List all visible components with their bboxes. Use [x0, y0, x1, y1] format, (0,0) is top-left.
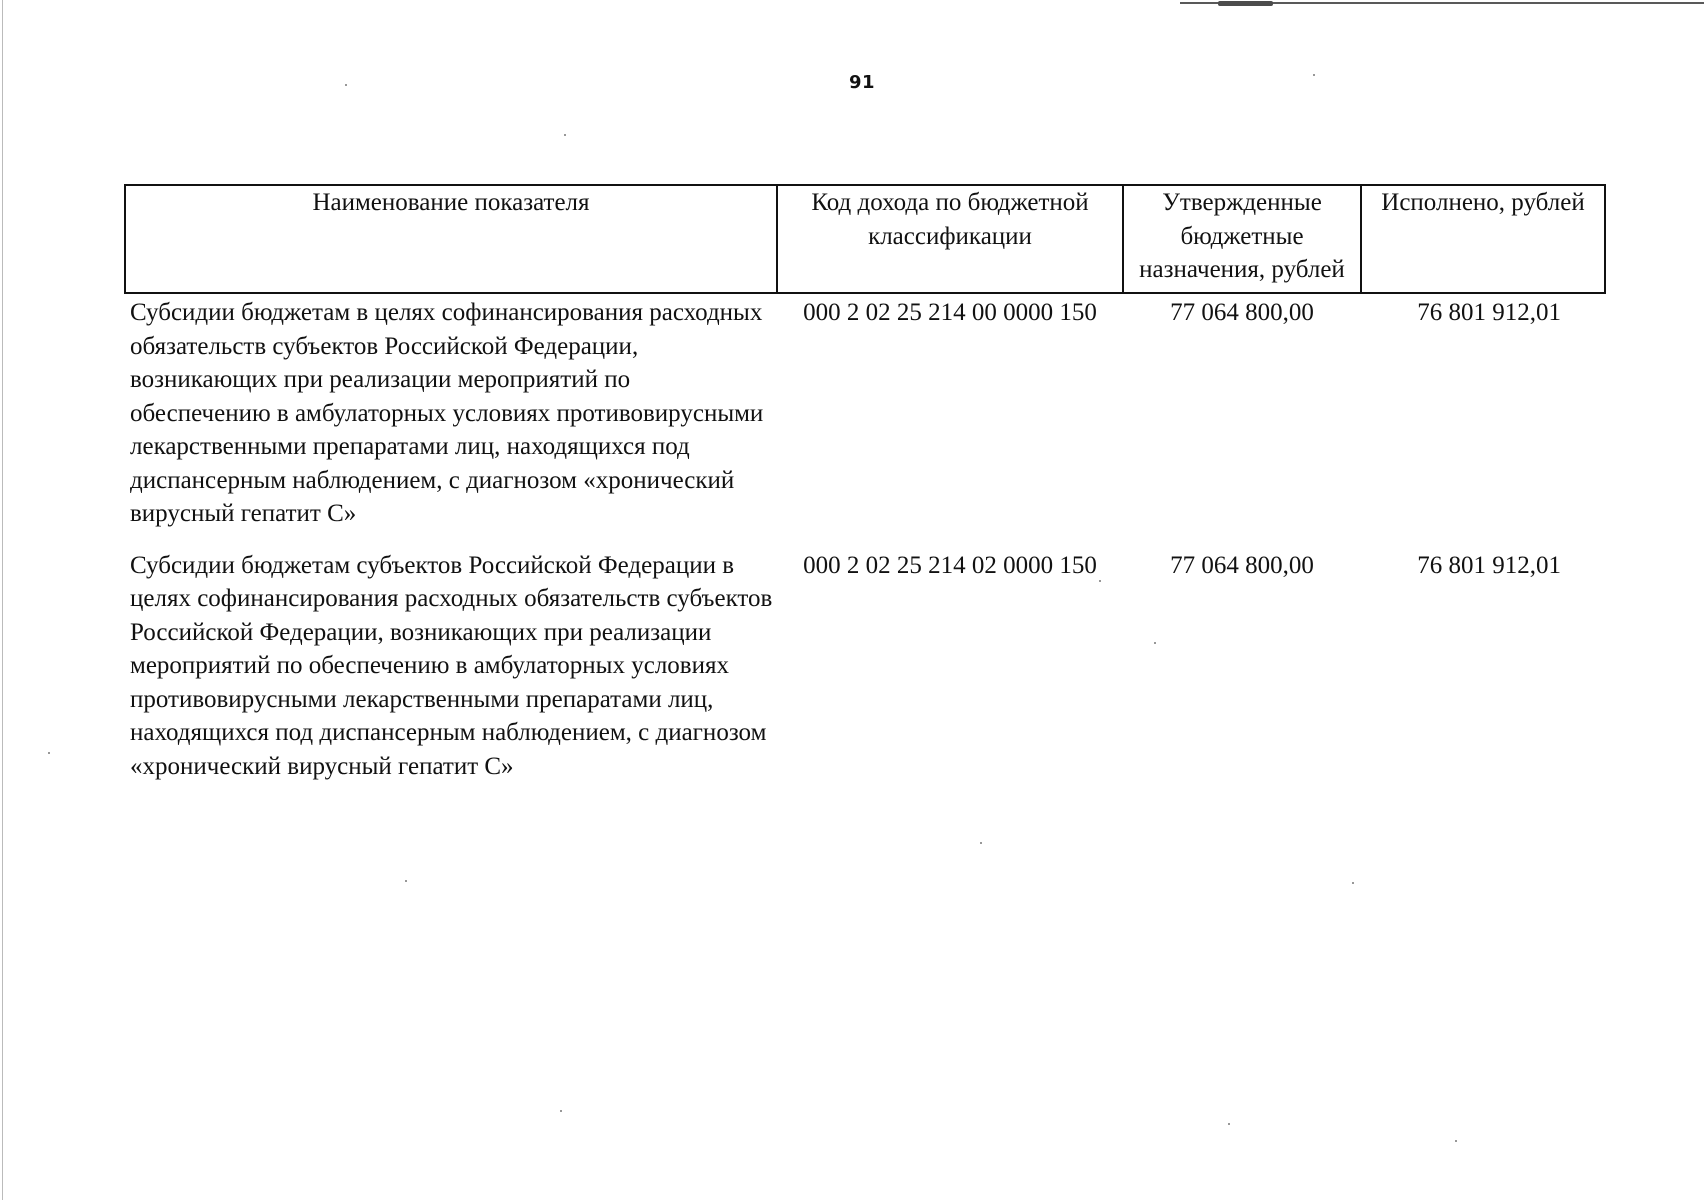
- header-income-code: Код дохода по бюджетной классификации: [777, 185, 1123, 293]
- scan-speck: [564, 134, 566, 136]
- scan-artifact-line: [1180, 2, 1704, 4]
- row-executed-amount: 76 801 912,01: [1417, 299, 1561, 326]
- scan-speck: [1099, 580, 1101, 582]
- table-header-row: [125, 185, 1605, 293]
- row-approved-amount: 77 064 800,00: [1170, 299, 1314, 326]
- row-approved-amount: 77 064 800,00: [1170, 551, 1314, 579]
- row-income-code: 000 2 02 25 214 00 0000 150: [803, 299, 1097, 326]
- scan-speck: [980, 842, 982, 844]
- header-executed: Исполнено, рублей: [1361, 185, 1605, 293]
- scan-speck: [560, 1110, 562, 1112]
- header-indicator-name: Наименование показателя: [125, 185, 777, 293]
- scan-speck: [1352, 882, 1354, 884]
- scan-artifact-edge: [2, 0, 3, 1200]
- scan-speck: [1228, 1123, 1230, 1125]
- page-number: 91: [848, 72, 876, 93]
- scan-speck: [1455, 1140, 1457, 1142]
- scan-speck: [345, 84, 347, 86]
- table-row: [125, 549, 1605, 784]
- row-indicator-name: Субсидии бюджетам в целях софинансирования расходных обязательств субъектов Российской Федерации, возникающих при реализации мероприятий по обеспечению в амбулаторных условиях противовирусными лекарственными препаратами лиц, находящихся под диспансерным наблюдением, с диагнозом «хронический вирусный гепатит С»: [130, 299, 764, 527]
- scan-speck: [1313, 74, 1315, 76]
- scan-speck: [1154, 642, 1156, 644]
- table-row: [125, 293, 1605, 549]
- budget-revenue-table: [124, 184, 1606, 783]
- row-income-code: 000 2 02 25 214 02 0000 150: [803, 551, 1097, 579]
- row-executed-amount: 76 801 912,01: [1417, 551, 1561, 579]
- scan-speck: [405, 880, 407, 882]
- header-approved-budget: Утвержденные бюджетные назначения, рублей: [1123, 185, 1361, 293]
- row-indicator-name: Субсидии бюджетам субъектов Российской Федерации в целях софинансирования расходных обязательств субъектов Российской Федерации, возникающих при реализации мероприятий по обеспечению в амбулаторных условиях противовирусными лекарственными препаратами лиц, находящихся под диспансерным наблюдением, с диагнозом «хронический вирусный гепатит С»: [130, 551, 773, 780]
- scan-speck: [48, 752, 50, 754]
